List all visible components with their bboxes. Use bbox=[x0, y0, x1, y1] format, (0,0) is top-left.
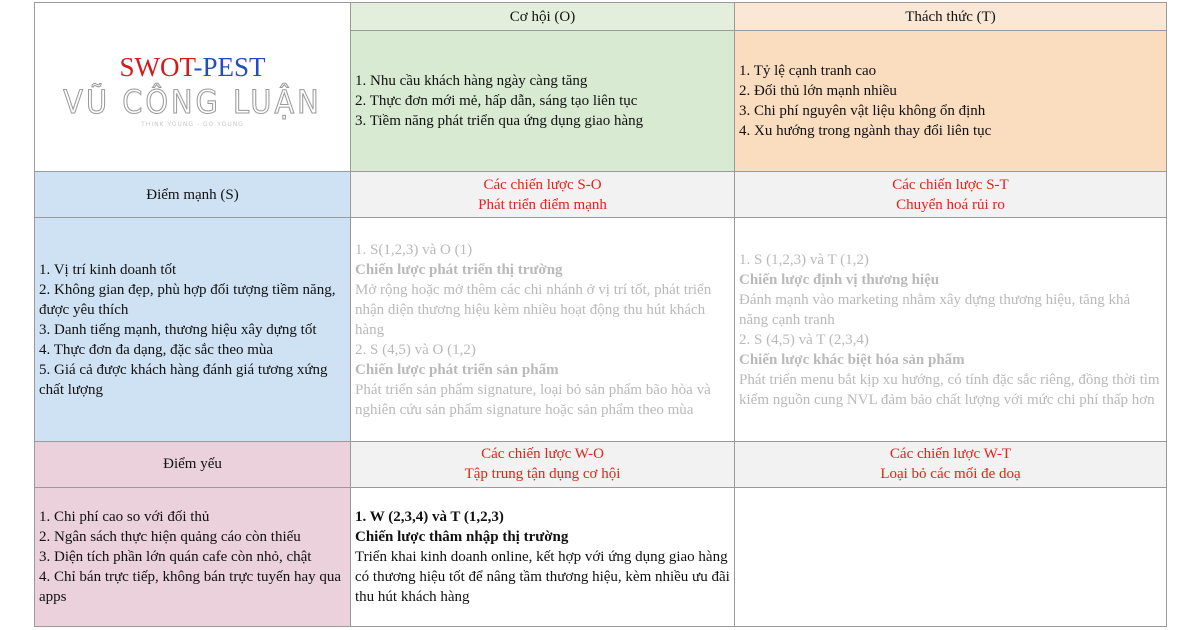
wt-title: Các chiến lược W-T bbox=[889, 446, 1012, 463]
list-item: 5. Giá cả được khách hàng đánh giá tương xứng chất lượng bbox=[39, 361, 328, 398]
st-strategy-header bbox=[735, 172, 1167, 218]
strategy-ref: 1. S(1,2,3) và O (1) bbox=[355, 241, 473, 258]
list-item: 1. Nhu cầu khách hàng ngày càng tăng bbox=[355, 73, 588, 90]
list-item: 1. Chi phí cao so với đối thủ bbox=[39, 509, 210, 526]
strengths-header: Điểm mạnh (S) bbox=[35, 172, 351, 218]
so-strategy-header bbox=[351, 172, 735, 218]
strategy-desc: Phát triển menu bắt kịp xu hướng, có tính đặc sắc riêng, đồng thời tìm kiếm nguồn cung NVL đảm bảo chất lượng với mức chi phí thấp hơn bbox=[739, 371, 1160, 408]
wt-strategy-header bbox=[735, 441, 1167, 487]
list-item: 2. Ngân sách thực hiện quảng cáo còn thiếu bbox=[39, 529, 301, 546]
list-item: 3. Tiềm năng phát triển qua ứng dụng giao hàng bbox=[355, 113, 644, 130]
opportunities-header: Cơ hội (O) bbox=[351, 3, 735, 31]
strategy-desc: Mở rộng hoặc mở thêm các chi nhánh ở vị trí tốt, phát triển nhận diện thương hiệu kèm nhiều hoạt động thu hút khách hàng bbox=[355, 281, 712, 338]
so-title: Các chiến lược S-O bbox=[483, 176, 602, 193]
strategy-name: Chiến lược khác biệt hóa sản phẩm bbox=[739, 351, 965, 368]
strategy-name: Chiến lược thâm nhập thị trường bbox=[355, 529, 569, 546]
list-item: 4. Thực đơn đa dạng, đặc sắc theo mùa bbox=[39, 341, 274, 358]
swot-matrix-table bbox=[34, 2, 1167, 627]
strategy-ref: 2. S (4,5) và O (1,2) bbox=[355, 341, 476, 358]
list-item: 2. Không gian đẹp, phù hợp đối tượng tiềm năng, được yêu thích bbox=[39, 281, 336, 318]
strategy-desc: Đánh mạnh vào marketing nhằm xây dựng thương hiệu, tăng khả năng cạnh tranh bbox=[739, 291, 1131, 328]
strategy-ref: 1. W (2,3,4) và T (1,2,3) bbox=[355, 509, 504, 526]
list-item: 2. Đối thủ lớn mạnh nhiều bbox=[739, 83, 897, 100]
st-subtitle: Chuyển hoá rủi ro bbox=[896, 196, 1005, 213]
list-item: 4. Chỉ bán trực tiếp, không bán trực tuyến hay qua apps bbox=[39, 569, 342, 606]
so-subtitle: Phát triển điểm mạnh bbox=[478, 196, 607, 213]
opportunities-list bbox=[351, 31, 735, 172]
wo-strategy-content bbox=[351, 488, 735, 627]
strategy-name: Chiến lược phát triển sản phẩm bbox=[355, 361, 559, 378]
logo-cell bbox=[35, 3, 351, 172]
strategy-name: Chiến lược định vị thương hiệu bbox=[739, 271, 940, 288]
logo-tagline: THINK YOUNG - GO YOUNG bbox=[141, 121, 244, 129]
wo-subtitle: Tập trung tận dụng cơ hội bbox=[464, 466, 621, 483]
weaknesses-list bbox=[35, 488, 351, 627]
list-item: 1. Tỷ lệ cạnh tranh cao bbox=[739, 63, 877, 80]
wo-strategy-header bbox=[351, 441, 735, 487]
wo-title: Các chiến lược W-O bbox=[481, 446, 604, 463]
threats-list bbox=[735, 31, 1167, 172]
st-title: Các chiến lược S-T bbox=[892, 176, 1009, 193]
list-item: 3. Danh tiếng mạnh, thương hiệu xây dựng tốt bbox=[39, 321, 317, 338]
so-strategy-content bbox=[351, 218, 735, 441]
st-strategy-content bbox=[735, 218, 1167, 441]
strategy-ref: 1. S (1,2,3) và T (1,2) bbox=[739, 251, 869, 268]
logo-title: SWOT-PEST bbox=[119, 52, 266, 83]
threats-header: Thách thức (T) bbox=[735, 3, 1167, 31]
list-item: 2. Thực đơn mới mẻ, hấp dẫn, sáng tạo liên tục bbox=[355, 93, 638, 110]
wt-strategy-content bbox=[735, 488, 1167, 627]
list-item: 4. Xu hướng trong ngành thay đổi liên tục bbox=[739, 123, 992, 140]
strengths-list bbox=[35, 218, 351, 441]
strategy-desc: Phát triển sản phẩm signature, loại bỏ sản phẩm bão hòa và nghiên cứu sản phẩm signature hoặc sản phẩm theo mùa bbox=[355, 381, 711, 418]
list-item: 1. Vị trí kinh doanh tốt bbox=[39, 261, 177, 278]
list-item: 3. Diện tích phần lớn quán cafe còn nhỏ, chật bbox=[39, 549, 312, 566]
logo-author: VŨ CÔNG LUẬN bbox=[63, 83, 322, 122]
strategy-ref: 2. S (4,5) và T (2,3,4) bbox=[739, 331, 869, 348]
list-item: 3. Chi phí nguyên vật liệu không ổn định bbox=[739, 103, 986, 120]
strategy-name: Chiến lược phát triển thị trường bbox=[355, 261, 563, 278]
wt-subtitle: Loại bỏ các mối đe doạ bbox=[880, 466, 1021, 483]
strategy-desc: Triển khai kinh doanh online, kết hợp với ứng dụng giao hàng có thương hiệu tốt để nâng tầm thương hiệu, kèm nhiều ưu đãi thu hút khách hàng bbox=[355, 549, 730, 606]
weaknesses-header: Điểm yếu bbox=[35, 441, 351, 487]
